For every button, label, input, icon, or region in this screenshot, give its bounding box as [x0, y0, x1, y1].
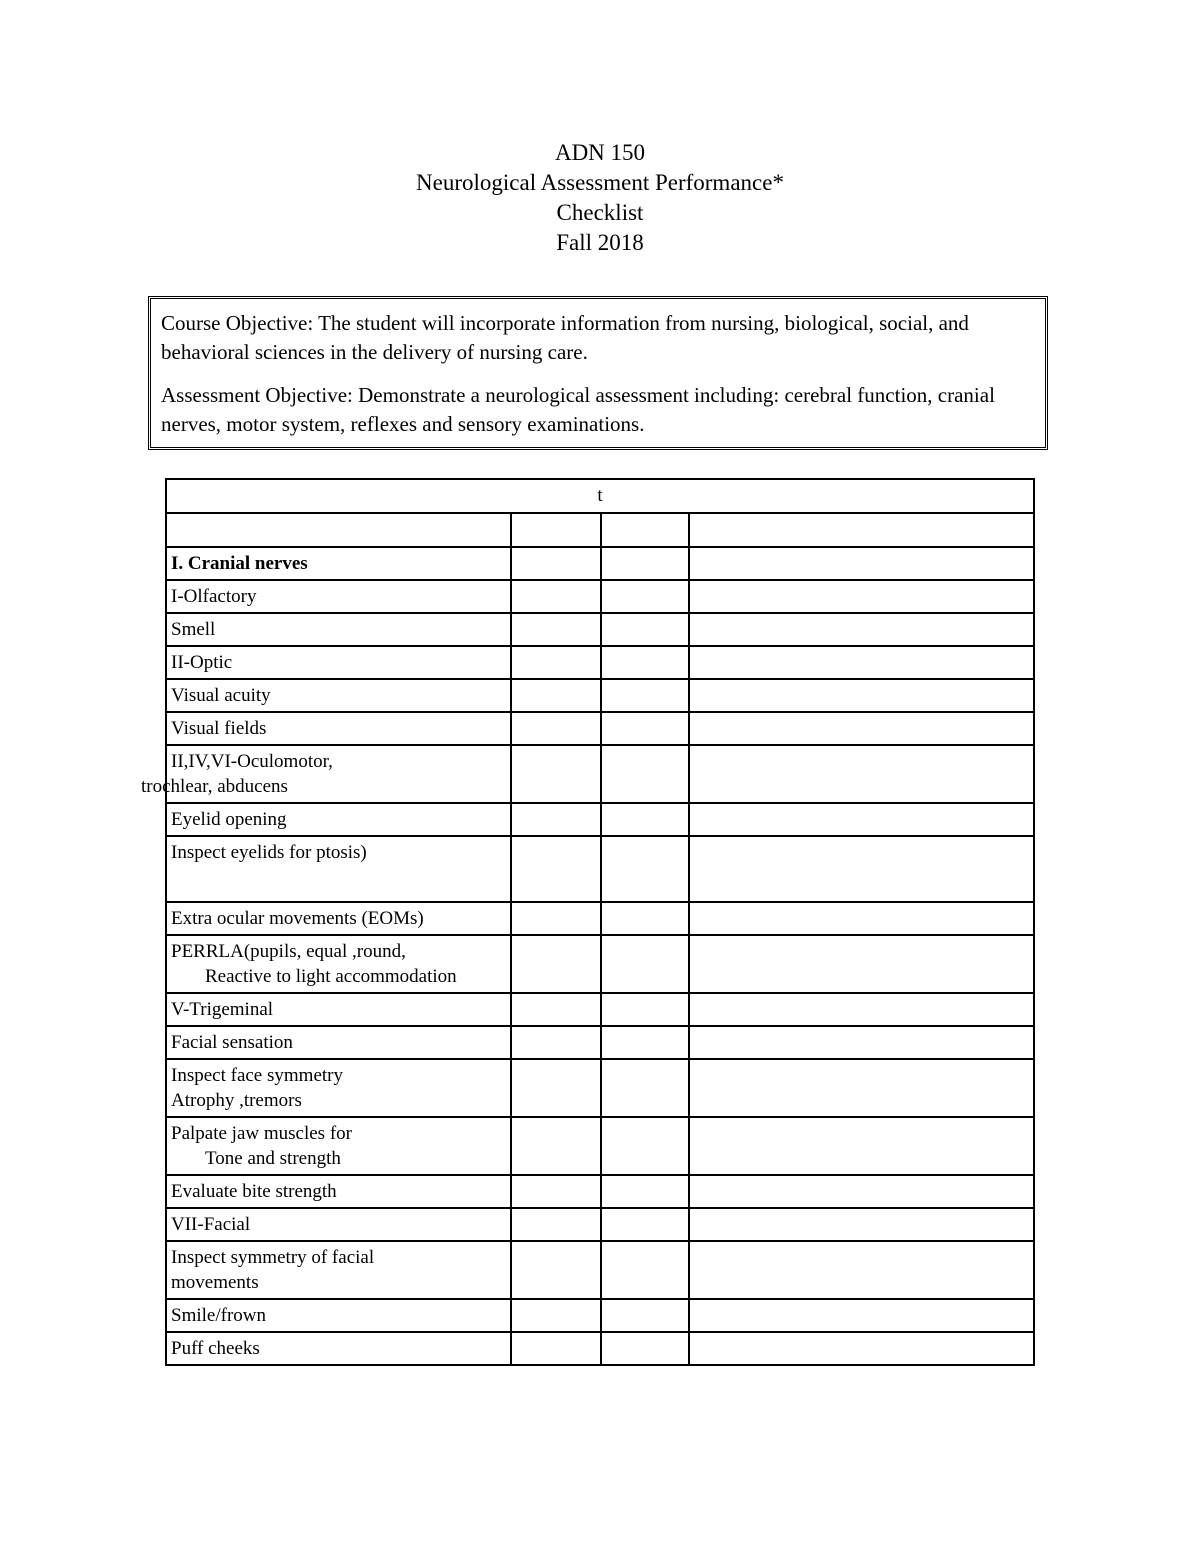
checklist-item-label: V-Trigeminal [171, 999, 274, 1020]
score-cell-2[interactable] [601, 1208, 689, 1241]
document-title-block [0, 138, 1200, 258]
notes-cell[interactable] [689, 836, 1034, 902]
score-cell-1[interactable] [511, 993, 601, 1026]
checklist-item-cell [166, 1208, 511, 1241]
checklist-item-label: I. Cranial nerves [171, 553, 308, 574]
score-cell-2[interactable] [601, 1241, 689, 1299]
checklist-item-label: Inspect eyelids for ptosis) [171, 842, 367, 863]
checklist-item-label-continued: Reactive to light accommodation [205, 966, 457, 987]
checklist-item-cell [166, 613, 511, 646]
checklist-item-cell [166, 935, 511, 993]
checklist-item-label-continued: Tone and strength [205, 1148, 341, 1169]
notes-cell[interactable] [689, 1059, 1034, 1117]
notes-cell[interactable] [689, 993, 1034, 1026]
table-banner-row [166, 479, 1034, 513]
checklist-item-label-continued: Atrophy ,tremors [171, 1090, 302, 1111]
table-row [166, 745, 1034, 803]
checklist-item-cell [166, 679, 511, 712]
notes-cell[interactable] [689, 580, 1034, 613]
notes-cell[interactable] [689, 1026, 1034, 1059]
checklist-item-label: Eyelid opening [171, 809, 287, 830]
score-cell-1[interactable] [511, 1299, 601, 1332]
score-cell-1[interactable] [511, 745, 601, 803]
score-cell-2[interactable] [601, 679, 689, 712]
table-row [166, 712, 1034, 745]
notes-cell[interactable] [689, 547, 1034, 580]
score-cell-1[interactable] [511, 712, 601, 745]
score-cell-1[interactable] [511, 613, 601, 646]
table-banner-cell: t [166, 479, 1034, 513]
checklist-item-cell [166, 1175, 511, 1208]
objectives-box [148, 296, 1048, 450]
title-line-term: Fall 2018 [556, 230, 644, 255]
checklist-item-cell [166, 1332, 511, 1365]
checklist-item-label: Visual acuity [171, 685, 271, 706]
score-cell-1[interactable] [511, 1026, 601, 1059]
score-cell-2[interactable] [601, 902, 689, 935]
score-cell-1[interactable] [511, 646, 601, 679]
checklist-item-label: Inspect symmetry of facial [171, 1247, 375, 1268]
notes-cell[interactable] [689, 1332, 1034, 1365]
score-cell-1[interactable] [511, 1059, 601, 1117]
checklist-item-label: Inspect face symmetry [171, 1065, 343, 1086]
score-cell-2[interactable] [601, 712, 689, 745]
score-cell-2[interactable] [601, 1175, 689, 1208]
table-row [166, 993, 1034, 1026]
checklist-item-cell [141, 745, 511, 803]
notes-cell[interactable] [689, 1175, 1034, 1208]
table-row [166, 1299, 1034, 1332]
checklist-item-label-continued: movements [171, 1272, 259, 1293]
table-row [166, 1175, 1034, 1208]
score-cell-1[interactable] [511, 580, 601, 613]
score-cell-1[interactable] [511, 547, 601, 580]
notes-cell[interactable] [689, 935, 1034, 993]
table-row [166, 836, 1034, 902]
checklist-item-label: VII-Facial [171, 1214, 251, 1235]
checklist-item-cell [166, 646, 511, 679]
score-cell-2[interactable] [601, 836, 689, 902]
table-header-cell-0 [166, 513, 511, 547]
score-cell-1[interactable] [511, 1117, 601, 1175]
checklist-item-label-continued: trochlear, abducens [141, 776, 288, 797]
checklist-item-cell [166, 580, 511, 613]
checklist-item-label: Facial sensation [171, 1032, 293, 1053]
notes-cell[interactable] [689, 646, 1034, 679]
table-row [166, 613, 1034, 646]
checklist-item-cell [166, 712, 511, 745]
score-cell-1[interactable] [511, 803, 601, 836]
table-row [166, 1332, 1034, 1365]
table-row [166, 580, 1034, 613]
checklist-item-label: Extra ocular movements (EOMs) [171, 908, 424, 929]
score-cell-2[interactable] [601, 1026, 689, 1059]
table-row [166, 902, 1034, 935]
notes-cell[interactable] [689, 1117, 1034, 1175]
score-cell-2[interactable] [601, 646, 689, 679]
table-row [166, 1208, 1034, 1241]
table-row [166, 803, 1034, 836]
table-row [166, 646, 1034, 679]
checklist-item-cell [166, 1026, 511, 1059]
notes-cell[interactable] [689, 1241, 1034, 1299]
notes-cell[interactable] [689, 712, 1034, 745]
score-cell-2[interactable] [601, 803, 689, 836]
title-line-assessment-name: Neurological Assessment Performance* [416, 170, 784, 195]
table-header-cell-1 [511, 513, 601, 547]
checklist-item-cell [166, 1059, 511, 1117]
course-objective-text: Course Objective: The student will incorporate information from nursing, biological, social, and behavioral sciences in the delivery of nursing care. [161, 311, 969, 364]
table-header-cell-3 [689, 513, 1034, 547]
table-row [166, 1241, 1034, 1299]
table-row [166, 679, 1034, 712]
score-cell-2[interactable] [601, 613, 689, 646]
checklist-item-label: Palpate jaw muscles for [171, 1123, 352, 1144]
checklist-table [141, 478, 1035, 1366]
section-heading-cell [166, 547, 511, 580]
table-header-row [166, 513, 1034, 547]
checklist-item-label: Visual fields [171, 718, 267, 739]
score-cell-2[interactable] [601, 1332, 689, 1365]
assessment-objective-text: Assessment Objective: Demonstrate a neurological assessment including: cerebral function, cranial nerves, motor system, reflexes and sensory examinations. [161, 383, 995, 436]
notes-cell[interactable] [689, 1208, 1034, 1241]
score-cell-2[interactable] [601, 1117, 689, 1175]
score-cell-1[interactable] [511, 1208, 601, 1241]
checklist-item-label: Smell [171, 619, 216, 640]
table-row [166, 935, 1034, 993]
checklist-item-cell [166, 1299, 511, 1332]
checklist-item-cell [166, 836, 511, 902]
notes-cell[interactable] [689, 803, 1034, 836]
checklist-item-label: II-Optic [171, 652, 233, 673]
score-cell-2[interactable] [601, 1059, 689, 1117]
notes-cell[interactable] [689, 745, 1034, 803]
notes-cell[interactable] [689, 1299, 1034, 1332]
checklist-item-cell [166, 993, 511, 1026]
score-cell-1[interactable] [511, 1241, 601, 1299]
table-row [166, 547, 1034, 580]
score-cell-1[interactable] [511, 1175, 601, 1208]
checklist-item-cell [166, 1117, 511, 1175]
table-row [166, 1026, 1034, 1059]
table-row [166, 1117, 1034, 1175]
checklist-item-cell [166, 1241, 511, 1299]
score-cell-2[interactable] [601, 1299, 689, 1332]
checklist-item-label: PERRLA(pupils, equal ,round, [171, 941, 406, 962]
checklist-item-label: I-Olfactory [171, 586, 257, 607]
checklist-item-label: II,IV,VI-Oculomotor, [171, 751, 333, 772]
score-cell-1[interactable] [511, 679, 601, 712]
checklist-item-cell [166, 803, 511, 836]
score-cell-2[interactable] [601, 993, 689, 1026]
table-row [166, 1059, 1034, 1117]
table-header-cell-2 [601, 513, 689, 547]
score-cell-2[interactable] [601, 745, 689, 803]
title-line-course-code: ADN 150 [554, 140, 646, 165]
score-cell-2[interactable] [601, 580, 689, 613]
checklist-item-cell [166, 902, 511, 935]
score-cell-1[interactable] [511, 836, 601, 902]
checklist-item-label: Smile/frown [171, 1305, 266, 1326]
checklist-item-label: Evaluate bite strength [171, 1181, 337, 1202]
score-cell-2[interactable] [601, 935, 689, 993]
score-cell-2[interactable] [601, 547, 689, 580]
title-line-checklist: Checklist [556, 200, 644, 225]
score-cell-1[interactable] [511, 902, 601, 935]
checklist-item-label: Puff cheeks [171, 1338, 260, 1359]
notes-cell[interactable] [689, 902, 1034, 935]
notes-cell[interactable] [689, 679, 1034, 712]
notes-cell[interactable] [689, 613, 1034, 646]
score-cell-1[interactable] [511, 1332, 601, 1365]
score-cell-1[interactable] [511, 935, 601, 993]
